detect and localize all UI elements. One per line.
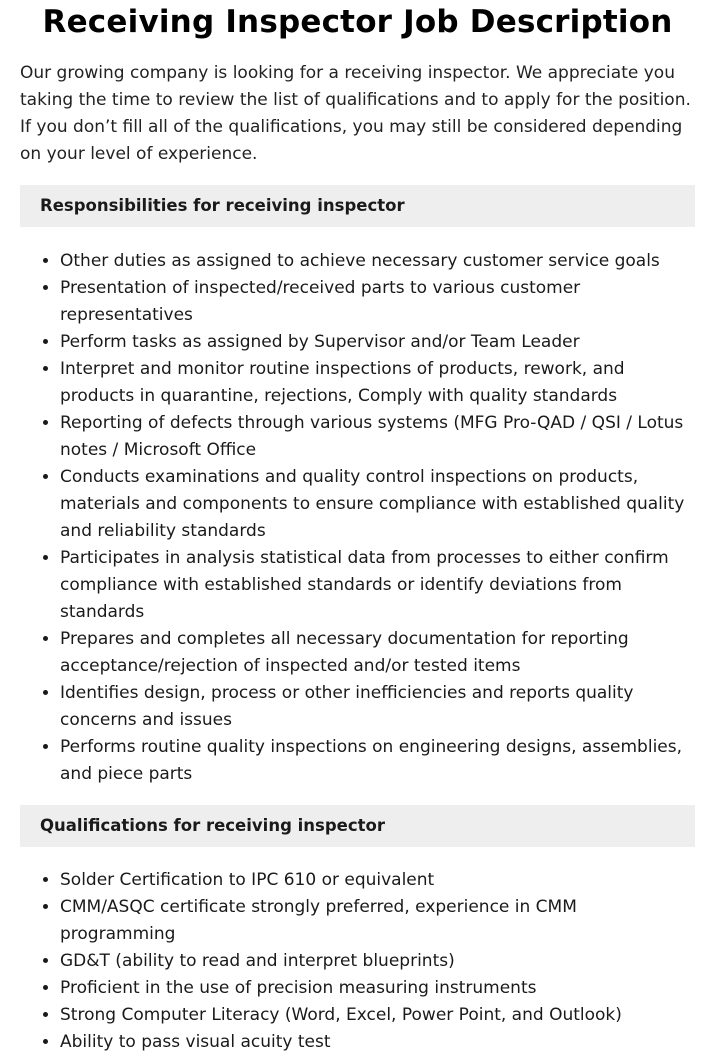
list-item: • Prepares and completes all necessary documentation for reporting acceptance/rejection of inspected and/or tested items [60, 626, 695, 680]
list-item: • Perform tasks as assigned by Supervisor and/or Team Leader [60, 329, 695, 356]
list-item: • CMM/ASQC certificate strongly preferred, experience in CMM programming [60, 894, 695, 948]
intro-paragraph: Our growing company is looking for a receiving inspector. We appreciate you taking the time to review the list of qualifications and to apply for the position. If you don’t fill all of the qualifications, you may still be considered depending on your level of experience. [20, 63, 691, 164]
list-item: • Interpret and monitor routine inspections of products, rework, and products in quarantine, rejections, Comply with quality standards [60, 356, 695, 410]
list-item: • Participates in analysis statistical data from processes to either confirm compliance with established standards or identify deviations from standards [60, 545, 695, 626]
list-item: • Strong Computer Literacy (Word, Excel, Power Point, and Outlook) [60, 1002, 695, 1029]
responsibilities-heading: Responsibilities for receiving inspector [20, 185, 695, 227]
list-item: • GD&T (ability to read and interpret blueprints) [60, 948, 695, 975]
list-item: • Reporting of defects through various systems (MFG Pro-QAD / QSI / Lotus notes / Microsoft Office [60, 410, 695, 464]
list-item: • Ability to pass visual acuity test [60, 1029, 695, 1056]
list-item: • Other duties as assigned to achieve necessary customer service goals [60, 248, 695, 275]
list-item: • Conducts examinations and quality control inspections on products, materials and components to ensure compliance with established quality and reliability standards [60, 464, 695, 545]
page-title: Receiving Inspector Job Description [42, 4, 673, 40]
qualifications-heading: Qualifications for receiving inspector [20, 805, 695, 847]
qualifications-list [20, 867, 695, 1056]
list-item: • Identifies design, process or other inefficiencies and reports quality concerns and issues [60, 680, 695, 734]
list-item: • Proficient in the use of precision measuring instruments [60, 975, 695, 1002]
responsibilities-list [20, 248, 695, 788]
list-item: • Solder Certification to IPC 610 or equivalent [60, 867, 695, 894]
list-item: • Performs routine quality inspections on engineering designs, assemblies, and piece parts [60, 734, 695, 788]
list-item: • Presentation of inspected/received parts to various customer representatives [60, 275, 695, 329]
